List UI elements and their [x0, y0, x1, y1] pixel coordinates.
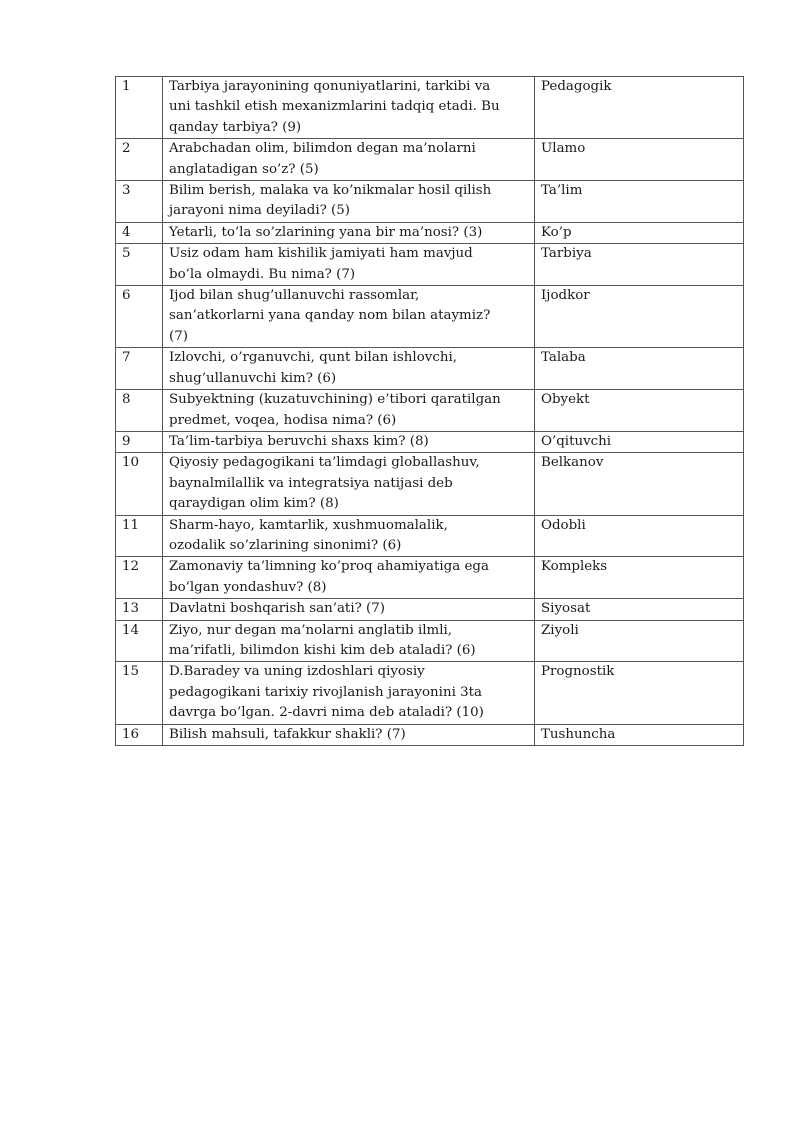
row-number: 7 [116, 348, 163, 390]
row-number: 14 [116, 620, 163, 662]
question-cell: Qiyosiy pedagogikani ta’limdagi globallashuv, baynalmilallik va integratsiya natijasi deb qaraydigan olim kim? (8) [163, 453, 535, 515]
answer-cell: Odobli [535, 515, 744, 557]
answer-cell: Ta’lim [535, 181, 744, 223]
question-cell: Izlovchi, o’rganuvchi, qunt bilan ishlovchi, shug’ullanuvchi kim? (6) [163, 348, 535, 390]
question-cell: Arabchadan olim, bilimdon degan ma’nolarni anglatadigan so’z? (5) [163, 139, 535, 181]
row-number: 11 [116, 515, 163, 557]
row-number: 1 [116, 77, 163, 139]
table-row [116, 348, 744, 390]
table-row [116, 662, 744, 724]
table-row [116, 724, 744, 745]
answer-cell: Obyekt [535, 390, 744, 432]
answer-cell: Belkanov [535, 453, 744, 515]
answer-cell: Ijodkor [535, 286, 744, 348]
row-number: 9 [116, 431, 163, 452]
question-cell: D.Baradey va uning izdoshlari qiyosiy pedagogikani tarixiy rivojlanish jarayonini 3ta davrga bo’lgan. 2-davri nima deb ataladi? (10) [163, 662, 535, 724]
answer-cell: Talaba [535, 348, 744, 390]
question-cell: Usiz odam ham kishilik jamiyati ham mavjud bo’la olmaydi. Bu nima? (7) [163, 244, 535, 286]
table-row [116, 222, 744, 243]
question-cell: Subyektning (kuzatuvchining) e’tibori qaratilgan predmet, voqea, hodisa nima? (6) [163, 390, 535, 432]
question-cell: Tarbiya jarayonining qonuniyatlarini, tarkibi va uni tashkil etish mexanizmlarini tadqiq etadi. Bu qanday tarbiya? (9) [163, 77, 535, 139]
table-row [116, 286, 744, 348]
table-row [116, 431, 744, 452]
row-number: 6 [116, 286, 163, 348]
row-number: 13 [116, 599, 163, 620]
table-row [116, 453, 744, 515]
table-row [116, 620, 744, 662]
answer-cell: Tushuncha [535, 724, 744, 745]
table-row [116, 599, 744, 620]
table-row [116, 139, 744, 181]
answer-cell: Siyosat [535, 599, 744, 620]
row-number: 3 [116, 181, 163, 223]
quiz-table [115, 76, 744, 746]
answer-cell: Pedagogik [535, 77, 744, 139]
row-number: 8 [116, 390, 163, 432]
table-row [116, 244, 744, 286]
row-number: 4 [116, 222, 163, 243]
row-number: 5 [116, 244, 163, 286]
question-cell: Ijod bilan shug’ullanuvchi rassomlar, san’atkorlarni yana qanday nom bilan ataymiz? (7) [163, 286, 535, 348]
table-row [116, 77, 744, 139]
answer-cell: Tarbiya [535, 244, 744, 286]
answer-cell: Ko’p [535, 222, 744, 243]
table-row [116, 515, 744, 557]
table-row [116, 557, 744, 599]
row-number: 15 [116, 662, 163, 724]
question-cell: Davlatni boshqarish san’ati? (7) [163, 599, 535, 620]
question-cell: Zamonaviy ta’limning ko’proq ahamiyatiga ega bo’lgan yondashuv? (8) [163, 557, 535, 599]
question-cell: Sharm-hayo, kamtarlik, xushmuomalalik, ozodalik so’zlarining sinonimi? (6) [163, 515, 535, 557]
question-cell: Bilish mahsuli, tafakkur shakli? (7) [163, 724, 535, 745]
answer-cell: Prognostik [535, 662, 744, 724]
table-row [116, 390, 744, 432]
question-cell: Yetarli, to’la so’zlarining yana bir ma’nosi? (3) [163, 222, 535, 243]
table-row [116, 181, 744, 223]
row-number: 12 [116, 557, 163, 599]
row-number: 2 [116, 139, 163, 181]
question-cell: Ziyo, nur degan ma’nolarni anglatib ilmli, ma’rifatli, bilimdon kishi kim deb ataladi? (6) [163, 620, 535, 662]
question-cell: Bilim berish, malaka va ko’nikmalar hosil qilish jarayoni nima deyiladi? (5) [163, 181, 535, 223]
row-number: 10 [116, 453, 163, 515]
answer-cell: Ziyoli [535, 620, 744, 662]
question-cell: Ta’lim-tarbiya beruvchi shaxs kim? (8) [163, 431, 535, 452]
answer-cell: Kompleks [535, 557, 744, 599]
row-number: 16 [116, 724, 163, 745]
answer-cell: Ulamo [535, 139, 744, 181]
answer-cell: O’qituvchi [535, 431, 744, 452]
